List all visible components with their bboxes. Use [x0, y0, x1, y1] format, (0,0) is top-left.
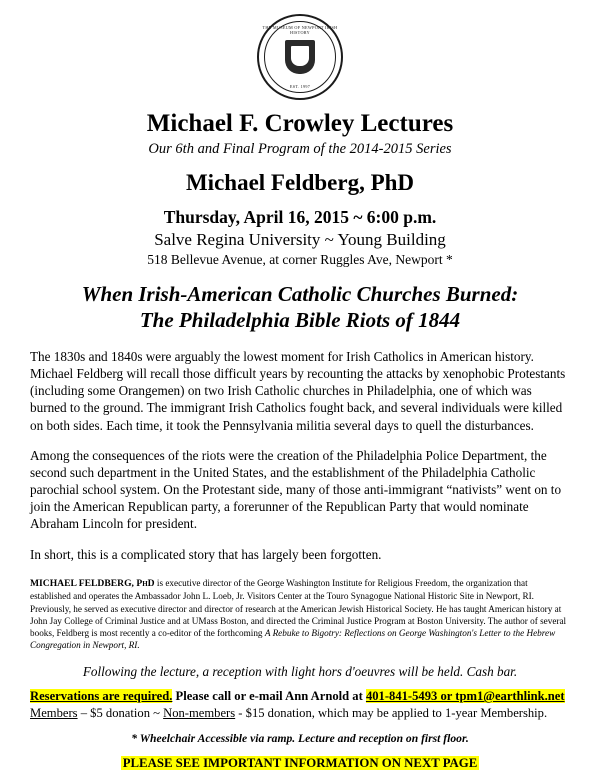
seal-bottom-text: EST. 1997 — [289, 84, 311, 89]
members-label: Members — [30, 706, 78, 721]
body-paragraph-1: The 1830s and 1840s were arguably the lowest moment for Irish Catholics in American history. Michael Feldberg will recall those difficult years by recounting the attacks by xenophobic Protestants (including some Orangemen) on two Irish Catholic churches in Philadelphia, one of which was burned to the ground. The immigrant Irish Catholics fought back, and several individuals were killed on both sides. Each time, it took the Pennsylvania militia several days to quell the disturbances. — [30, 349, 566, 433]
reservations-detail: Please call or e-mail Ann Arnold at — [172, 689, 366, 704]
body-paragraph-2: Among the consequences of the riots were the creation of the Philadelphia Police Department, the second such department in the United States, and the establishment of the Philadelphia Catholic parochial school system. On the Protestant side, many of those anti-immigrant “nativists” went on to join the American Republican party, a forerunner of the Republican Party that would nominate Abraham Lincoln for president. — [30, 447, 562, 532]
members-price: – $5 donation ~ — [77, 706, 164, 721]
bio-speaker-name: MICHAEL FELDBERG, PhD — [30, 577, 155, 589]
bio-book-title: A Rebuke to Bigotry: Reflections on George Washington's Letter to the Hebrew Congregation in Newport, RI. — [30, 627, 556, 650]
body-paragraph-3: In short, this is a complicated story that has largely been forgotten. — [30, 546, 382, 562]
seal-container — [30, 0, 570, 100]
seal-top-text: THE MUSEUM OF NEWPORT IRISH HISTORY — [262, 25, 338, 35]
bio-text-part1: is executive director of the George Washington Institute for Religious Freedom, the organization that established and operates the Ambassador John L. Loeb, Jr. Visitors Center at the Touro Synagogue National Historic Site in Newport, RI. Previously, he served as executive director and director of research at the American Jewish Historical Society. He has taught American history at John Jay College of Criminal Justice and at UMass Boston, and directed the Criminal Justice Program at Boston University. The author of several books, Feldberg is most recently a co-editor of the forthcoming — [30, 577, 567, 638]
reservations-line — [30, 689, 570, 704]
series-subtitle: Our 6th and Final Program of the 2014-2015 Series — [148, 140, 452, 157]
lecture-title-line2: The Philadelphia Bible Riots of 1844 — [139, 307, 461, 332]
seal-shield-icon — [285, 40, 315, 74]
event-venue: Salve Regina University ~ Young Building — [154, 229, 446, 249]
event-address: 518 Bellevue Avenue, at corner Ruggles Ave, Newport * — [147, 251, 453, 267]
speaker-bio — [30, 577, 570, 651]
accessibility-note: * Wheelchair Accessible via ramp. Lecture and reception on first floor. — [131, 732, 469, 746]
pricing-line — [30, 706, 570, 721]
nonmembers-label: Non-members — [163, 706, 236, 721]
reception-note: Following the lecture, a reception with light hors d'oeuvres will be held. Cash bar. — [82, 664, 518, 680]
reservations-required-label: Reservations are required. — [30, 689, 173, 704]
speaker-name: Michael Feldberg, PhD — [185, 169, 415, 195]
museum-seal-icon — [257, 14, 343, 100]
lecture-title-line1: When Irish-American Catholic Churches Burned: — [81, 281, 519, 306]
series-title: Michael F. Crowley Lectures — [146, 110, 454, 137]
next-page-note — [30, 756, 570, 771]
next-page-note-text: PLEASE SEE IMPORTANT INFORMATION ON NEXT PAGE — [122, 756, 478, 771]
reservations-contact[interactable]: 401-841-5493 or tpm1@earthlink.net — [365, 689, 565, 704]
event-datetime: Thursday, April 16, 2015 ~ 6:00 p.m. — [163, 206, 437, 227]
nonmembers-price: - $15 donation, which may be applied to 1-year Membership. — [235, 706, 548, 721]
